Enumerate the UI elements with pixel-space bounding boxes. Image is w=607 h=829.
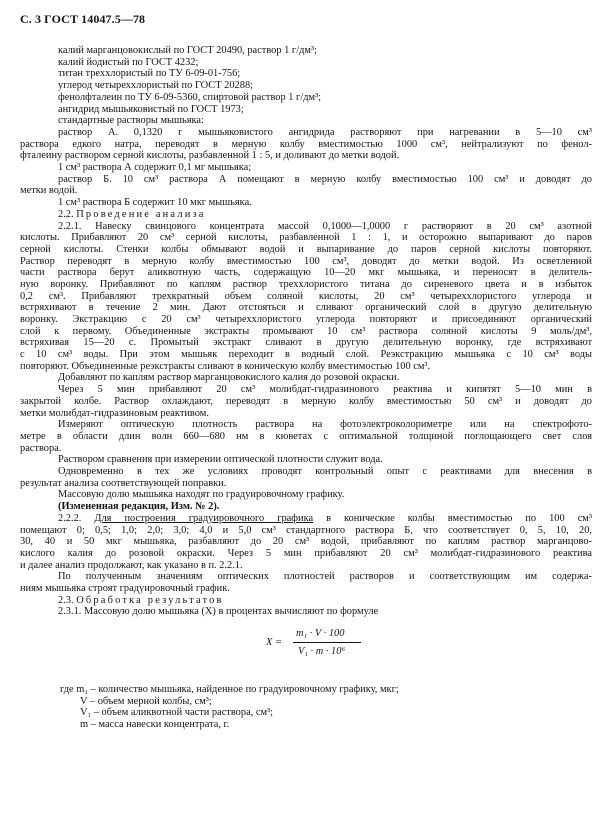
reagent-item: калий марганцовокислый по ГОСТ 20490, раствор 1 г/дм³; [58, 45, 317, 56]
text-line: раствора едкого натра, переводят в мерную колбу вместимостью 1000 см³, нейтрализуют по фенол- [20, 138, 592, 150]
page-header: С. 3 ГОСТ 14047.5—78 [20, 12, 146, 26]
solution-b-paragraph [20, 174, 592, 197]
reagent-item: углерод четыреххлористый по ГОСТ 20288; [58, 80, 254, 92]
text-line [20, 513, 592, 525]
edition-note: (Измененная редакция, Изм. № 2). [58, 501, 220, 513]
formula-denominator: V₁ · m · 10⁶ [298, 646, 346, 658]
paragraph-permanganate: Добавляют по каплям раствор марганцовокислого калия до розовой окраски. [58, 372, 400, 384]
section-title: Обработка результатов [76, 594, 224, 606]
section-heading-2-3 [20, 595, 592, 607]
text-line: встряхивают в течение 2 мин. Дают отстояться и сливают органический слой в другую делительную [20, 302, 592, 314]
text-line: ную воронку. Прибавляют по каплям раствор треххлористого титана до сиреневого цвета и в избыток [20, 278, 592, 290]
paragraph-2-3-1: 2.3.1. Массовую долю мышьяка (X) в процентах вычисляют по формуле [58, 606, 379, 618]
paragraph-measurement [20, 419, 592, 454]
reagent-item: фенолфталеин по ТУ 6-09-5360, спиртовой раствор 1 г/дм³; [58, 91, 322, 103]
solution-a-paragraph [20, 127, 592, 162]
clause-number: 2.2.2. [58, 512, 95, 524]
reagent-list [20, 45, 592, 127]
text-line: с 10 см³ воды. При этом мышьяк переходит в водный слой. Реэкстракцию мышьяка с 10 см³ воды [20, 349, 592, 361]
text-line: закрытой колбе. Раствор охлаждают, переводят в мерную колбу вместимостью 50 см³ и доводят до [20, 395, 592, 407]
text-line: метки водой. [20, 185, 78, 197]
text-line: 30, 40 и 50 мкг мышьяка, разбавляют до 20 см³ водой, прибавляют по каплям раствор марганцово- [20, 536, 592, 548]
underlined-phrase: Для построения градуировочного графика [94, 512, 314, 524]
text-line: фталеину раствором серной кислоты, разбавленной 1 : 5, и доливают до метки водой. [20, 150, 400, 162]
text-line: раствора. [20, 442, 62, 454]
section-heading-2-2 [20, 209, 592, 221]
text-line: Через 5 мин прибавляют 20 см³ молибдат-гидразинового реактива и кипятят 5—10 мин в [58, 384, 592, 396]
definitions-list [20, 684, 592, 731]
solution-b-note: 1 см³ раствора Б содержит 10 мкг мышьяка. [58, 197, 252, 209]
text-line: части раствора берут аликвотную часть, содержащую 10—20 мкг мышьяка, и переносят в делитель- [20, 267, 592, 279]
text-line: встряхивая 15—20 с. Промытый экстракт сливают в другую делительную воронку, где встряхивают [20, 337, 592, 349]
text-line: серной кислоты. Стенки колбы обмывают водой и выпаривание до паров серной кислоты повторяют. [20, 243, 592, 255]
paragraph-2-2-1 [20, 221, 592, 373]
formula [20, 626, 592, 670]
paragraph-reference: Раствором сравнения при измерении оптической плотности служит вода. [58, 454, 383, 466]
reagent-item: титан треххлористый по ТУ 6-09-01-756; [58, 68, 241, 80]
text-line: слой к первому. Объединенные экстракты промывают 10 см³ раствора соляной кислоты 9 моль/дм³, [20, 325, 592, 337]
text-line: помещают 0; 0,5; 1,0; 2,0; 3,0; 4,0 и 5,0 см³ стандартного раствора Б, что соответствует 0, 5, 10, 20, [20, 524, 592, 536]
text-line: 2.2.1. Навеску свинцового концентрата массой 0,1000—1,0000 г растворяют в 20 см³ азотной [58, 220, 592, 232]
text-line: Одновременно в тех же условиях проводят контрольный опыт с реактивами для внесения в [58, 466, 592, 478]
solution-a-note: 1 см³ раствора А содержит 0,1 мг мышьяка; [58, 162, 252, 173]
document-page [20, 12, 592, 731]
definition-item: V – объем мерной колбы, см³; [80, 695, 212, 707]
paragraph-optical [20, 571, 592, 594]
section-title: Проведение анализа [76, 208, 206, 220]
section-number: 2.2. [58, 208, 74, 220]
paragraph-mass-fraction: Массовую долю мышьяка находят по градуировочному графику. [58, 489, 345, 501]
formula-lhs: X = [266, 637, 282, 649]
text-line: По полученным значениям оптических плотностей растворов и соответствующим им содержа- [58, 571, 592, 583]
paragraph-control [20, 466, 592, 489]
formula-numerator: m₁ · V · 100 [296, 628, 345, 640]
reagent-item: калий йодистый по ГОСТ 4232; [58, 56, 199, 68]
text-line: 0,2 см³. Прибавляют трехкратный объем соляной кислоты, 20 см³ четыреххлористого углерода и [20, 290, 592, 302]
text-line: метки молибдат-гидразиновым реактивом. [20, 407, 209, 419]
definition-item: m – масса навески концентрата, г. [80, 719, 230, 731]
definition-item: V₁ – объем аликвотной части раствора, см³; [80, 707, 274, 719]
text-span: в конические колбы вместимостью по 100 см³ [313, 512, 592, 524]
paragraph-2-2-2 [20, 513, 592, 571]
text-line: раствор А. 0,1320 г мышьяковистого ангидрида растворяют при нагревании в 5—10 см³ [58, 126, 592, 138]
definition-item: где m₁ – количество мышьяка, найденное по градуировочному графику, мкг; [60, 684, 399, 696]
text-line: Измеряют оптическую плотность раствора на фотоэлектроколориметре или на спектрофото- [58, 419, 592, 431]
text-line: Раствор переводят в мерную колбу вместимостью 100 см³, доводят до метки водой. Из осветленной [20, 255, 592, 267]
text-line: кислоты. Прибавляют 20 см³ серной кислоты, разбавленной 1 : 1, и осторожно выпаривают до паров [20, 232, 592, 244]
text-line: и далее анализ продолжают, как указано в п. 2.2.1. [20, 559, 243, 571]
fraction-bar [293, 642, 361, 643]
text-line: раствор Б. 10 см³ раствора А помещают в мерную колбу вместимостью 100 см³ и доводят до [58, 173, 592, 185]
reagent-item: стандартные растворы мышьяка: [58, 115, 204, 127]
reagent-item: ангидрид мышьяковистый по ГОСТ 1973; [58, 103, 244, 115]
text-line: результат анализа соответствующей поправки. [20, 477, 227, 489]
text-line: ниям мышьяка строят градуировочный график. [20, 582, 230, 594]
paragraph-molybdate [20, 384, 592, 419]
section-number: 2.3. [58, 594, 74, 606]
text-line: воронку. Экстракцию с 20 см³ четыреххлористого углерода повторяют и присоединяют органический [20, 314, 592, 325]
text-line: повторяют. Объединенные реэкстракты сливают в коническую колбу вместимостью 100 см³. [20, 360, 431, 372]
text-line: метре в области длин волн 660—680 нм в кюветах с оптимальной толщиной поглощающего свет слоя [20, 430, 592, 442]
text-line: кислого калия до розовой окраски. Через 5 мин прибавляют 20 см³ молибдат-гидразинового реактива [20, 547, 592, 559]
